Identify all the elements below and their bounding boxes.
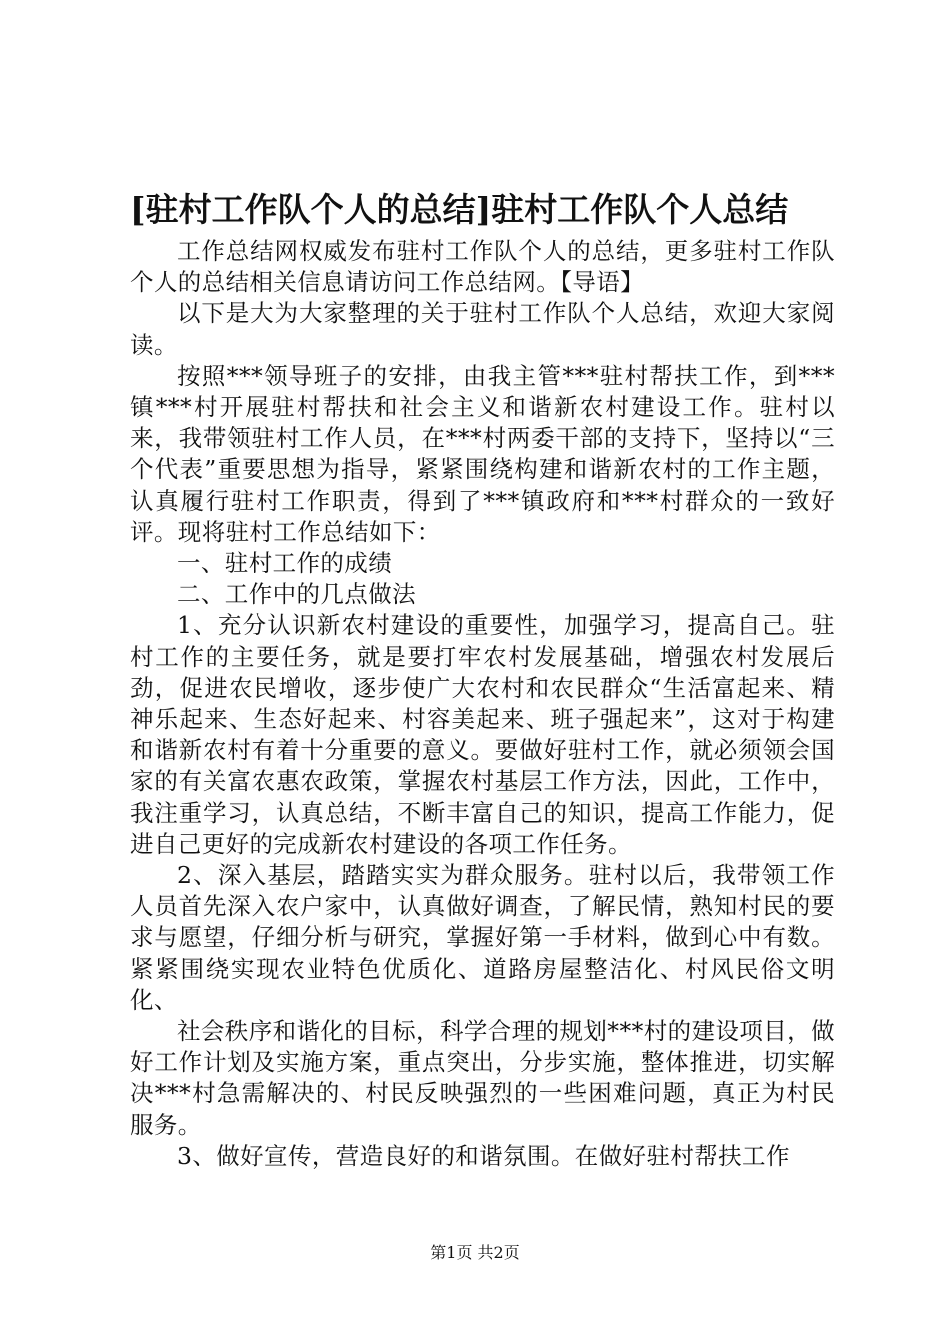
document-title: [驻村工作队个人的总结]驻村工作队个人总结 <box>130 190 789 229</box>
paragraph-item-2-continued: 社会秩序和谐化的目标，科学合理的规划***村的建设项目，做好工作计划及实施方案，重点突出，分步实施，整体推进，切实解决***村急需解决的、村民反映强烈的一些困难问题，真正为村民服务。 <box>130 1017 835 1139</box>
paragraph-item-1: 1、充分认识新农村建设的重要性，加强学习，提高自己。驻村工作的主要任务，就是要打牢农村发展基础，增强农村发展后劲，促进农民增收，逐步使广大农村和农民群众“生活富起来、精神乐起来、生态好起来、村容美起来、班子强起来”，这对于构建和谐新农村有着十分重要的意义。要做好驻村工作，就必须领会国家的有关富农惠农政策，掌握农村基层工作方法，因此，工作中，我注重学习，认真总结，不断丰富自己的知识，提高工作能力，促进自己更好的完成新农村建设的各项工作任务。 <box>130 611 835 858</box>
page-footer: 第1页 共2页 <box>430 1243 520 1262</box>
section-heading-achievements: 一、驻村工作的成绩 <box>177 549 393 578</box>
paragraph-lead: 以下是大为大家整理的关于驻村工作队个人总结，欢迎大家阅读。 <box>130 299 835 359</box>
section-heading-methods: 二、工作中的几点做法 <box>177 580 416 609</box>
paragraph-overview: 按照***领导班子的安排，由我主管***驻村帮扶工作，到***镇***村开展驻村帮扶和社会主义和谐新农村建设工作。驻村以来，我带领驻村工作人员，在***村两委干部的支持下，坚持以“三个代表”重要思想为指导，紧紧围绕构建和谐新农村的工作主题，认真履行驻村工作职责，得到了***镇政府和***村群众的一致好评。现将驻村工作总结如下： <box>130 361 835 546</box>
paragraph-intro: 工作总结网权威发布驻村工作队个人的总结，更多驻村工作队个人的总结相关信息请访问工作总结网。【导语】 <box>130 237 835 297</box>
document-body <box>130 236 835 1172</box>
paragraph-item-2: 2、深入基层，踏踏实实为群众服务。驻村以后，我带领工作人员首先深入农户家中，认真做好调查，了解民情，熟知村民的要求与愿望，仔细分析与研究，掌握好第一手材料，做到心中有数。紧紧围绕实现农业特色优质化、道路房屋整洁化、村风民俗文明化、 <box>130 861 835 1014</box>
paragraph-item-3: 3、做好宣传，营造良好的和谐氛围。在做好驻村帮扶工作 <box>177 1141 790 1170</box>
